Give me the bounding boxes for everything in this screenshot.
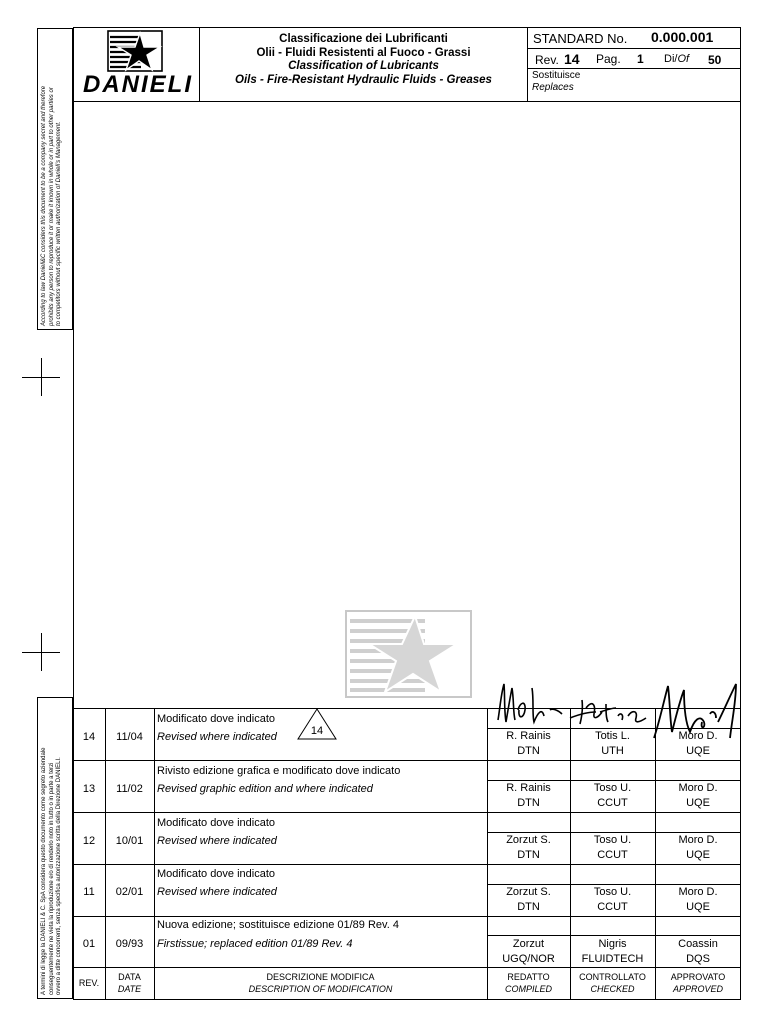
checked-name: Nigris <box>598 938 627 950</box>
title-it-1: Classificazione dei Lubrificanti <box>279 33 448 45</box>
approved-dept: UQE <box>686 849 710 861</box>
footer-compiled-it: REDATTO <box>507 972 550 982</box>
checked-dept: CCUT <box>597 849 628 861</box>
approved-name: Moro D. <box>678 782 718 794</box>
rev-value: 14 <box>564 51 580 67</box>
title-it-2: Olii - Fluidi Resistenti al Fuoco - Grassi <box>256 46 471 59</box>
checked-name: Toso U. <box>593 886 632 898</box>
rev-desc-it: Nuova edizione; sostituisce edizione 01/89 Rev. 4 <box>157 919 399 931</box>
compiled-dept: DTN <box>517 745 540 757</box>
rev-desc-en: Revised where indicated <box>157 731 277 743</box>
compiled-dept: DTN <box>517 901 540 913</box>
signature-approved <box>650 680 742 742</box>
rev-number: 01 <box>82 938 96 950</box>
rev-desc-en: Firstissue; replaced edition 01/89 Rev. 4 <box>157 938 353 950</box>
approved-dept: UQE <box>686 901 710 913</box>
footer-checked-it: CONTROLLATO <box>579 972 646 982</box>
footer-desc-en: DESCRIPTION OF MODIFICATION <box>248 984 393 994</box>
rev-desc-en: Revised where indicated <box>157 835 277 847</box>
rev-date: 09/93 <box>115 938 144 950</box>
top-notice-text <box>41 86 64 326</box>
standard-label: STANDARD No. <box>533 31 628 46</box>
compiled-name: R. Rainis <box>506 730 551 742</box>
signature-checked <box>566 690 656 728</box>
footer-compiled-en: COMPILED <box>504 984 552 994</box>
danieli-star-icon <box>107 30 163 72</box>
approved-name: Moro D. <box>678 730 718 742</box>
checked-name: Toso U. <box>593 782 632 794</box>
notice-line: A termini di legge la DANIELI & C. SpA considera questo documento come segreto aziendale <box>41 747 47 995</box>
notice-line: According to law Danieli&C considers this document to be a company secret and therefore <box>41 85 47 326</box>
notice-line: to competitors without specific written authorization of Danieli's Management. <box>56 121 62 326</box>
standard-number: 0.000.001 <box>651 29 714 45</box>
approved-name: Moro D. <box>678 886 718 898</box>
footer-checked-en: CHECKED <box>590 984 635 994</box>
rev-date: 11/02 <box>116 783 143 795</box>
checked-dept: CCUT <box>597 901 628 913</box>
title-en-1: Classification of Lubricants <box>288 60 439 72</box>
notice-line: prohibits any person to reproduce it or make it known in whole or in part to other parties or <box>48 87 55 326</box>
rev-desc-it: Rivisto edizione grafica e modificato dove indicato <box>157 765 401 777</box>
compiled-name: Zorzut S. <box>506 886 551 898</box>
notice-line: conseguentemente ne vieta la riproduzione e/o di renderlo noto in tutto o in parte a terzi <box>48 762 55 995</box>
replaces-label-en: Replaces <box>532 82 574 93</box>
footer-rev: REV. <box>78 978 100 988</box>
page-value: 1 <box>637 52 644 66</box>
approved-name: Coassin <box>678 938 718 950</box>
logo-text: DANIELI <box>83 71 193 98</box>
notice-line: ovvero a ditte concorrenti, senza specifica autorizzazione scritta della Direzione DANIELI. <box>56 757 62 995</box>
approved-dept: DQS <box>686 953 710 965</box>
rev-number: 14 <box>82 731 96 743</box>
rev-number: 11 <box>83 886 95 898</box>
footer-approved-en: APPROVED <box>672 984 723 994</box>
compiled-name: R. Rainis <box>506 782 551 794</box>
revision-marker-label: 14 <box>310 725 324 737</box>
signature-compiled <box>492 680 570 726</box>
rev-date: 02/01 <box>115 886 144 898</box>
document-title <box>200 33 527 87</box>
checked-dept: FLUIDTECH <box>581 953 644 965</box>
footer-desc-it: DESCRIZIONE MODIFICA <box>266 972 375 982</box>
rev-number: 12 <box>82 835 96 847</box>
approved-name: Moro D. <box>678 834 718 846</box>
checked-name: Toso U. <box>593 834 632 846</box>
checked-name: Totis L. <box>595 730 630 742</box>
of-label <box>664 52 689 66</box>
compiled-name: Zorzut <box>512 938 545 950</box>
compiled-dept: UGQ/NOR <box>502 953 555 965</box>
replaces-label-it: Sostituisce <box>532 70 581 81</box>
footer-approved-it: APPROVATO <box>670 972 726 982</box>
approved-dept: UQE <box>686 745 710 757</box>
footer-date-en: DATE <box>117 984 142 994</box>
page-label: Pag. <box>596 52 621 66</box>
total-pages: 50 <box>708 53 722 67</box>
of-label-it: Di/ <box>664 53 678 65</box>
compiled-name: Zorzut S. <box>506 834 551 846</box>
compiled-dept: DTN <box>517 849 540 861</box>
danieli-watermark-logo <box>345 610 472 698</box>
rev-desc-it: Modificato dove indicato <box>157 713 276 725</box>
of-label-en: Of <box>677 53 690 65</box>
rev-number: 13 <box>82 783 96 795</box>
rev-desc-en: Revised graphic edition and where indicated <box>157 783 373 795</box>
rev-date: 11/04 <box>116 731 143 743</box>
compiled-dept: DTN <box>517 797 540 809</box>
approved-dept: UQE <box>686 797 710 809</box>
rev-date: 10/01 <box>115 835 144 847</box>
checked-dept: UTH <box>601 745 624 757</box>
rev-desc-it: Modificato dove indicato <box>157 817 276 829</box>
rev-desc-en: Revised where indicated <box>157 886 277 898</box>
title-en-2: Oils - Fire-Resistant Hydraulic Fluids - Greases <box>235 73 492 86</box>
bottom-notice-text <box>41 748 64 995</box>
rev-label: Rev. <box>535 53 559 67</box>
rev-desc-it: Modificato dove indicato <box>157 868 276 880</box>
checked-dept: CCUT <box>597 797 628 809</box>
footer-date-it: DATA <box>118 972 141 982</box>
